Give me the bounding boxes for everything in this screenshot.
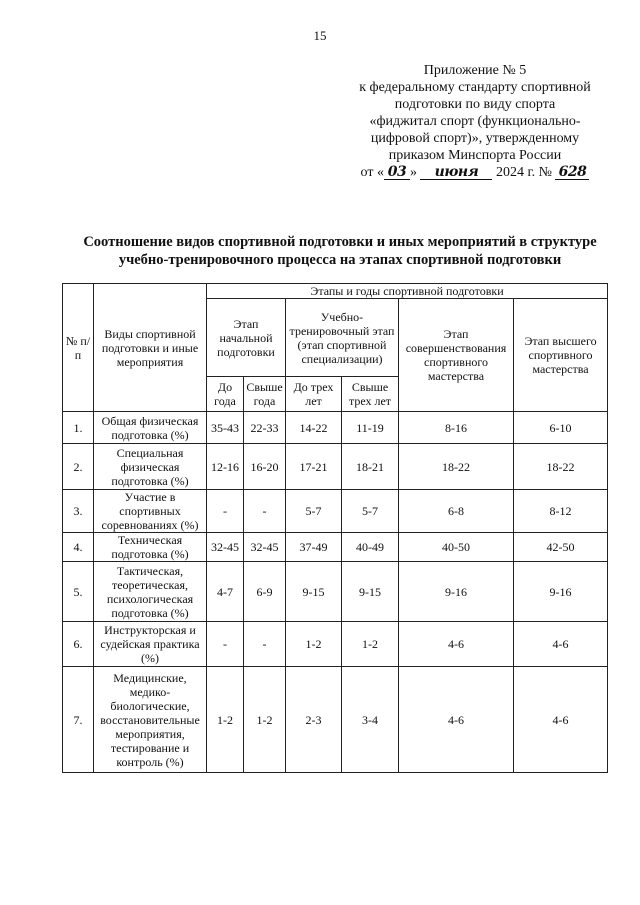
table-row bbox=[63, 622, 608, 667]
value-highest: 8-12 bbox=[514, 490, 608, 533]
row-number: 5. bbox=[63, 562, 94, 622]
value-training-up-to-three: 14-22 bbox=[286, 412, 342, 444]
training-kind: Техническая подготовка (%) bbox=[94, 533, 207, 562]
table-row bbox=[63, 533, 608, 562]
training-kind: Специальная физическая подготовка (%) bbox=[94, 444, 207, 490]
value-initial-over-year: 32-45 bbox=[244, 533, 286, 562]
value-initial-up-to-year: 4-7 bbox=[207, 562, 244, 622]
date-year: 2024 г. № bbox=[495, 165, 552, 180]
value-training-over-three: 9-15 bbox=[342, 562, 399, 622]
value-training-up-to-three: 9-15 bbox=[286, 562, 342, 622]
appendix-line: приказом Минспорта России bbox=[388, 148, 562, 163]
value-initial-up-to-year: - bbox=[207, 490, 244, 533]
appendix-line: Приложение № 5 bbox=[423, 63, 527, 78]
value-initial-up-to-year: 12-16 bbox=[207, 444, 244, 490]
order-number: 628 bbox=[555, 165, 589, 180]
value-training-over-three: 18-21 bbox=[342, 444, 399, 490]
value-training-over-three: 1-2 bbox=[342, 622, 399, 667]
row-number: 1. bbox=[63, 412, 94, 444]
header-up-to-year: До года bbox=[207, 377, 244, 412]
training-kind: Общая физическая подготовка (%) bbox=[94, 412, 207, 444]
row-number: 7. bbox=[63, 667, 94, 773]
appendix-line: «фиджитал спорт (функционально- bbox=[369, 114, 581, 129]
value-initial-over-year: 22-33 bbox=[244, 412, 286, 444]
value-training-over-three: 40-49 bbox=[342, 533, 399, 562]
value-initial-over-year: - bbox=[244, 490, 286, 533]
value-improvement: 9-16 bbox=[399, 562, 514, 622]
date-prefix: от « bbox=[360, 165, 384, 180]
value-improvement: 8-16 bbox=[399, 412, 514, 444]
table-row bbox=[63, 667, 608, 773]
value-highest: 4-6 bbox=[514, 667, 608, 773]
appendix-line: подготовки по виду спорта bbox=[394, 97, 556, 112]
training-kind: Тактическая, теоретическая, психологическая подготовка (%) bbox=[94, 562, 207, 622]
appendix-line: к федеральному стандарту спортивной bbox=[359, 80, 591, 95]
date-mid: » bbox=[409, 165, 417, 180]
value-training-up-to-three: 1-2 bbox=[286, 622, 342, 667]
value-improvement: 4-6 bbox=[399, 622, 514, 667]
table-row bbox=[63, 562, 608, 622]
appendix-line: цифровой спорт)», утвержденному bbox=[370, 131, 580, 146]
header-over-three-years: Свыше трех лет bbox=[342, 377, 399, 412]
value-highest: 42-50 bbox=[514, 533, 608, 562]
value-training-up-to-three: 37-49 bbox=[286, 533, 342, 562]
value-initial-over-year: 16-20 bbox=[244, 444, 286, 490]
value-initial-over-year: 1-2 bbox=[244, 667, 286, 773]
header-num: № п/п bbox=[63, 284, 94, 412]
value-initial-up-to-year: 1-2 bbox=[207, 667, 244, 773]
table-body bbox=[63, 412, 608, 773]
table-row bbox=[63, 490, 608, 533]
header-highest-stage: Этап высшего спортивного мастерства bbox=[514, 299, 608, 412]
header-over-year: Свыше года bbox=[244, 377, 286, 412]
value-initial-up-to-year: 35-43 bbox=[207, 412, 244, 444]
header-stages: Этапы и годы спортивной подготовки bbox=[207, 284, 608, 299]
row-number: 4. bbox=[63, 533, 94, 562]
ratio-table bbox=[62, 283, 608, 773]
appendix-block bbox=[340, 62, 610, 181]
value-training-up-to-three: 5-7 bbox=[286, 490, 342, 533]
value-training-over-three: 11-19 bbox=[342, 412, 399, 444]
row-number: 3. bbox=[63, 490, 94, 533]
value-initial-up-to-year: - bbox=[207, 622, 244, 667]
table-row bbox=[63, 412, 608, 444]
training-kind: Участие в спортивных соревнованиях (%) bbox=[94, 490, 207, 533]
row-number: 2. bbox=[63, 444, 94, 490]
row-number: 6. bbox=[63, 622, 94, 667]
training-kind: Инструкторская и судейская практика (%) bbox=[94, 622, 207, 667]
header-improvement-stage: Этап совершенствования спортивного мастерства bbox=[399, 299, 514, 412]
value-training-over-three: 3-4 bbox=[342, 667, 399, 773]
value-improvement: 6-8 bbox=[399, 490, 514, 533]
title-line: Соотношение видов спортивной подготовки и иных мероприятий в структуре bbox=[83, 234, 597, 250]
value-improvement: 18-22 bbox=[399, 444, 514, 490]
title-line: учебно-тренировочного процесса на этапах спортивной подготовки bbox=[118, 252, 562, 268]
header-kind: Виды спортивной подготовки и иные мероприятия bbox=[94, 284, 207, 412]
value-training-over-three: 5-7 bbox=[342, 490, 399, 533]
value-highest: 9-16 bbox=[514, 562, 608, 622]
header-up-to-three-years: До трех лет bbox=[286, 377, 342, 412]
value-initial-over-year: 6-9 bbox=[244, 562, 286, 622]
header-initial-stage: Этап начальной подготовки bbox=[207, 299, 286, 377]
value-highest: 6-10 bbox=[514, 412, 608, 444]
value-training-up-to-three: 17-21 bbox=[286, 444, 342, 490]
training-kind: Медицинские, медико-биологические, восстановительные мероприятия, тестирование и контроль (%) bbox=[94, 667, 207, 773]
value-initial-over-year: - bbox=[244, 622, 286, 667]
value-improvement: 40-50 bbox=[399, 533, 514, 562]
value-highest: 4-6 bbox=[514, 622, 608, 667]
page-number: 15 bbox=[313, 28, 327, 43]
value-initial-up-to-year: 32-45 bbox=[207, 533, 244, 562]
value-improvement: 4-6 bbox=[399, 667, 514, 773]
value-training-up-to-three: 2-3 bbox=[286, 667, 342, 773]
value-highest: 18-22 bbox=[514, 444, 608, 490]
date-month: июня bbox=[420, 165, 492, 180]
order-date-line bbox=[340, 164, 610, 181]
document-title bbox=[40, 233, 640, 269]
date-day: 03 bbox=[384, 165, 410, 180]
table-row bbox=[63, 444, 608, 490]
header-training-stage: Учебно-тренировочный этап (этап спортивной специализации) bbox=[286, 299, 399, 377]
